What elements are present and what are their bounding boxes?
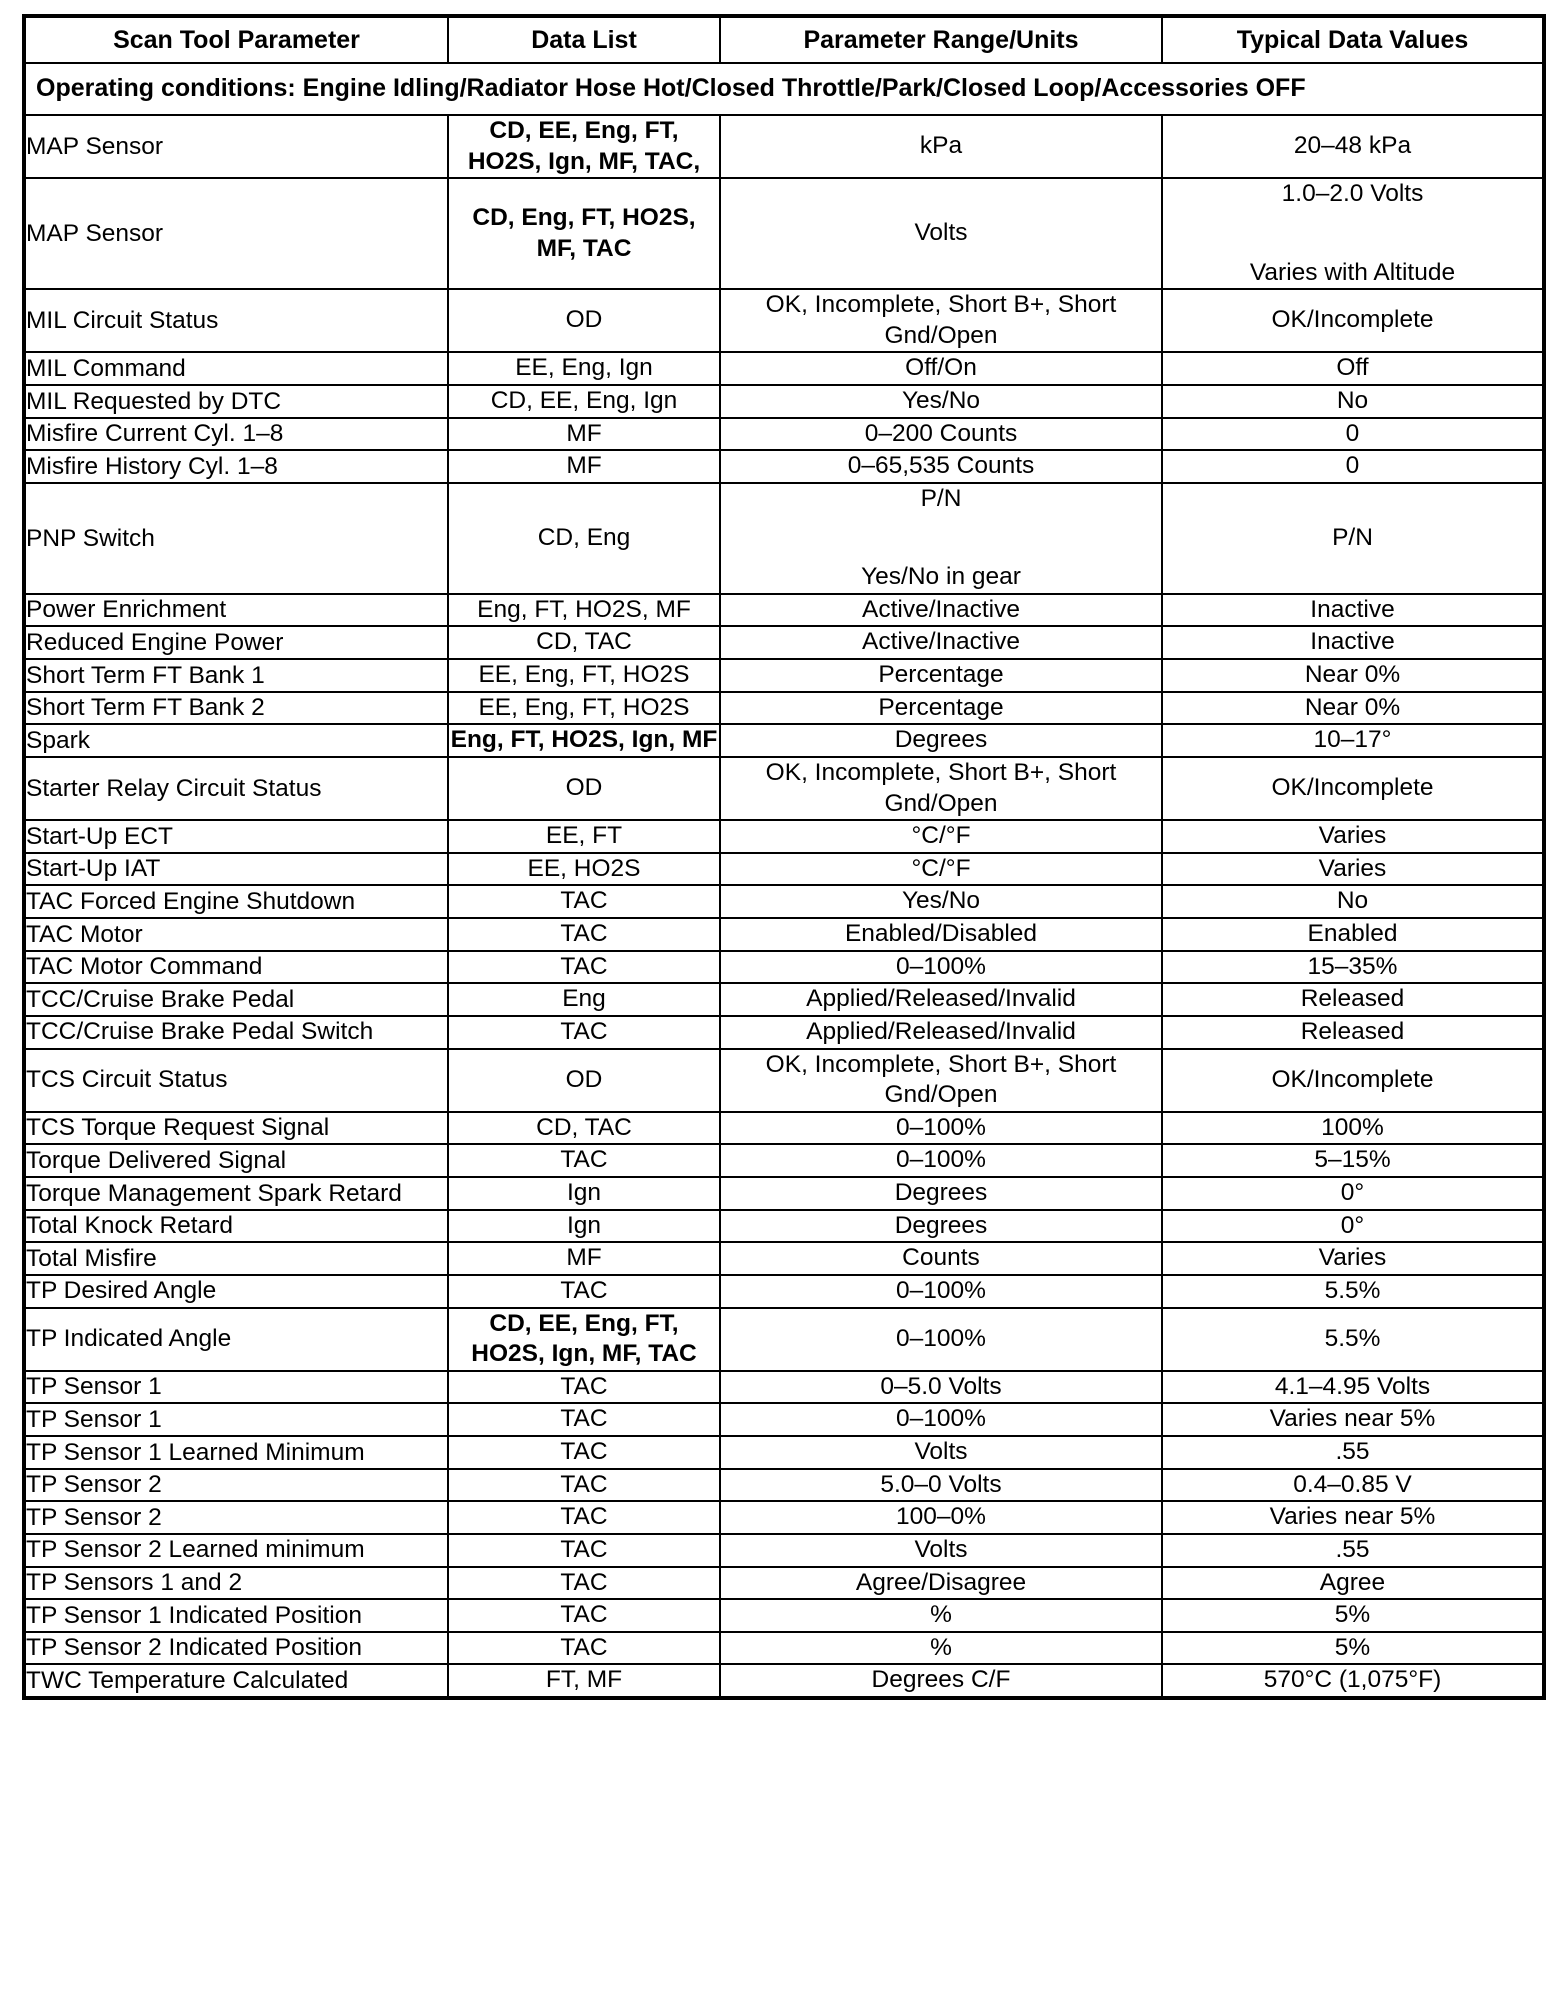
cell-typical-value: 0: [1162, 418, 1544, 451]
cell-parameter: TCS Circuit Status: [24, 1049, 448, 1112]
cell-data-list: TAC: [448, 1599, 720, 1632]
cell-parameter: TCC/Cruise Brake Pedal Switch: [24, 1016, 448, 1049]
cell-typical-value: Off: [1162, 352, 1544, 385]
cell-data-list: EE, Eng, FT, HO2S: [448, 659, 720, 692]
cell-data-list: EE, Eng, Ign: [448, 352, 720, 385]
cell-data-list: TAC: [448, 918, 720, 951]
cell-data-list: TAC: [448, 1371, 720, 1404]
column-header-parameter-range-units: Parameter Range/Units: [720, 16, 1162, 63]
table-row: [24, 1501, 1544, 1534]
cell-range-units: Volts: [720, 1534, 1162, 1567]
table-row: [24, 1049, 1544, 1112]
cell-range-units: %: [720, 1599, 1162, 1632]
cell-parameter: MIL Command: [24, 352, 448, 385]
cell-parameter: TP Sensor 2 Indicated Position: [24, 1632, 448, 1665]
cell-typical-value: Agree: [1162, 1567, 1544, 1600]
cell-data-list: TAC: [448, 1469, 720, 1502]
table-row: [24, 352, 1544, 385]
cell-data-list: TAC: [448, 1501, 720, 1534]
table-row: [24, 1567, 1544, 1600]
cell-range-units: Yes/No: [720, 385, 1162, 418]
cell-typical-value: OK/Incomplete: [1162, 289, 1544, 352]
cell-typical-value: Varies: [1162, 853, 1544, 886]
cell-data-list: EE, FT: [448, 820, 720, 853]
cell-typical-value: 100%: [1162, 1112, 1544, 1145]
table-row: [24, 1112, 1544, 1145]
table-row: [24, 483, 1544, 594]
cell-typical-value: Inactive: [1162, 626, 1544, 659]
table-row: [24, 289, 1544, 352]
table-row: [24, 1242, 1544, 1275]
cell-typical-value: Released: [1162, 1016, 1544, 1049]
cell-range-units: 100–0%: [720, 1501, 1162, 1534]
cell-range-units: 0–100%: [720, 1308, 1162, 1371]
cell-range-units: 0–100%: [720, 1403, 1162, 1436]
cell-typical-value: 4.1–4.95 Volts: [1162, 1371, 1544, 1404]
cell-typical-value: Released: [1162, 983, 1544, 1016]
cell-data-list: CD, Eng: [448, 483, 720, 594]
cell-typical-value: P/N: [1162, 483, 1544, 594]
table-row: [24, 1599, 1544, 1632]
cell-parameter: TP Indicated Angle: [24, 1308, 448, 1371]
cell-range-units: Applied/Released/Invalid: [720, 983, 1162, 1016]
cell-parameter: MIL Circuit Status: [24, 289, 448, 352]
cell-data-list: TAC: [448, 1567, 720, 1600]
cell-parameter: Power Enrichment: [24, 594, 448, 627]
cell-typical-value: Varies: [1162, 820, 1544, 853]
cell-data-list: EE, HO2S: [448, 853, 720, 886]
cell-typical-value: Inactive: [1162, 594, 1544, 627]
cell-parameter: TAC Motor: [24, 918, 448, 951]
cell-parameter: MAP Sensor: [24, 178, 448, 289]
cell-typical-value: Near 0%: [1162, 692, 1544, 725]
cell-data-list: CD, EE, Eng, Ign: [448, 385, 720, 418]
cell-parameter: TP Sensors 1 and 2: [24, 1567, 448, 1600]
cell-parameter: Starter Relay Circuit Status: [24, 757, 448, 820]
cell-range-units: °C/°F: [720, 853, 1162, 886]
cell-typical-value: 5.5%: [1162, 1308, 1544, 1371]
cell-typical-value: 1.0–2.0 Volts Varies with Altitude: [1162, 178, 1544, 289]
table-row: [24, 951, 1544, 984]
cell-parameter: Reduced Engine Power: [24, 626, 448, 659]
cell-parameter: Start-Up IAT: [24, 853, 448, 886]
cell-data-list: TAC: [448, 1632, 720, 1665]
cell-range-units: Degrees: [720, 724, 1162, 757]
cell-parameter: Spark: [24, 724, 448, 757]
cell-data-list: FT, MF: [448, 1664, 720, 1698]
table-row: [24, 1436, 1544, 1469]
table-row: [24, 1534, 1544, 1567]
cell-data-list: TAC: [448, 951, 720, 984]
table-row: [24, 1371, 1544, 1404]
cell-parameter: MIL Requested by DTC: [24, 385, 448, 418]
cell-data-list: EE, Eng, FT, HO2S: [448, 692, 720, 725]
table-header: [24, 16, 1544, 115]
cell-parameter: Torque Management Spark Retard: [24, 1177, 448, 1210]
header-row: [24, 16, 1544, 63]
table-row: [24, 820, 1544, 853]
cell-data-list: CD, EE, Eng, FT, HO2S, Ign, MF, TAC: [448, 1308, 720, 1371]
table-row: [24, 918, 1544, 951]
cell-range-units: OK, Incomplete, Short B+, Short Gnd/Open: [720, 289, 1162, 352]
cell-parameter: TP Sensor 2: [24, 1501, 448, 1534]
table-row: [24, 1632, 1544, 1665]
cell-parameter: Short Term FT Bank 2: [24, 692, 448, 725]
cell-data-list: TAC: [448, 1436, 720, 1469]
cell-data-list: TAC: [448, 1534, 720, 1567]
cell-data-list: TAC: [448, 885, 720, 918]
cell-data-list: Ign: [448, 1177, 720, 1210]
cell-range-units: Active/Inactive: [720, 594, 1162, 627]
column-header-typical-data-values: Typical Data Values: [1162, 16, 1544, 63]
cell-data-list: OD: [448, 757, 720, 820]
table-row: [24, 594, 1544, 627]
operating-conditions-row: [24, 63, 1544, 115]
cell-typical-value: 0°: [1162, 1177, 1544, 1210]
cell-range-units: Volts: [720, 178, 1162, 289]
cell-typical-value: Near 0%: [1162, 659, 1544, 692]
cell-range-units: Degrees: [720, 1210, 1162, 1243]
cell-parameter: Total Misfire: [24, 1242, 448, 1275]
cell-parameter: TP Sensor 2 Learned minimum: [24, 1534, 448, 1567]
cell-typical-value: OK/Incomplete: [1162, 1049, 1544, 1112]
cell-typical-value: .55: [1162, 1534, 1544, 1567]
cell-parameter: Start-Up ECT: [24, 820, 448, 853]
table-row: [24, 1664, 1544, 1698]
table-row: [24, 853, 1544, 886]
cell-parameter: TP Sensor 1 Learned Minimum: [24, 1436, 448, 1469]
cell-parameter: TP Sensor 2: [24, 1469, 448, 1502]
cell-range-units: Counts: [720, 1242, 1162, 1275]
cell-typical-value: 15–35%: [1162, 951, 1544, 984]
cell-range-units: 0–65,535 Counts: [720, 450, 1162, 483]
cell-parameter: TCC/Cruise Brake Pedal: [24, 983, 448, 1016]
table-body: [24, 115, 1544, 1698]
column-header-scan-tool-parameter: Scan Tool Parameter: [24, 16, 448, 63]
cell-range-units: %: [720, 1632, 1162, 1665]
cell-range-units: 0–100%: [720, 1112, 1162, 1145]
cell-typical-value: Varies near 5%: [1162, 1403, 1544, 1436]
cell-typical-value: Enabled: [1162, 918, 1544, 951]
cell-parameter: Total Knock Retard: [24, 1210, 448, 1243]
table-row: [24, 450, 1544, 483]
cell-range-units: Active/Inactive: [720, 626, 1162, 659]
cell-parameter: Misfire History Cyl. 1–8: [24, 450, 448, 483]
cell-range-units: 0–200 Counts: [720, 418, 1162, 451]
table-row: [24, 1210, 1544, 1243]
cell-range-units: Enabled/Disabled: [720, 918, 1162, 951]
cell-data-list: Eng, FT, HO2S, Ign, MF: [448, 724, 720, 757]
cell-parameter: MAP Sensor: [24, 115, 448, 178]
cell-range-units: Degrees C/F: [720, 1664, 1162, 1698]
cell-parameter: TCS Torque Request Signal: [24, 1112, 448, 1145]
cell-data-list: OD: [448, 1049, 720, 1112]
table-row: [24, 418, 1544, 451]
cell-data-list: TAC: [448, 1275, 720, 1308]
cell-data-list: MF: [448, 1242, 720, 1275]
table-row: [24, 1403, 1544, 1436]
cell-typical-value: 0.4–0.85 V: [1162, 1469, 1544, 1502]
table-row: [24, 626, 1544, 659]
cell-parameter: TP Sensor 1 Indicated Position: [24, 1599, 448, 1632]
cell-range-units: 0–100%: [720, 1275, 1162, 1308]
cell-typical-value: Varies: [1162, 1242, 1544, 1275]
cell-data-list: Eng: [448, 983, 720, 1016]
cell-typical-value: No: [1162, 385, 1544, 418]
table-row: [24, 385, 1544, 418]
cell-data-list: CD, EE, Eng, FT, HO2S, Ign, MF, TAC,: [448, 115, 720, 178]
cell-parameter: TP Sensor 1: [24, 1371, 448, 1404]
table-row: [24, 1275, 1544, 1308]
cell-range-units: Volts: [720, 1436, 1162, 1469]
cell-data-list: CD, TAC: [448, 1112, 720, 1145]
cell-range-units: Yes/No: [720, 885, 1162, 918]
cell-typical-value: OK/Incomplete: [1162, 757, 1544, 820]
cell-data-list: Eng, FT, HO2S, MF: [448, 594, 720, 627]
cell-range-units: Percentage: [720, 659, 1162, 692]
scan-tool-parameter-table: [22, 14, 1546, 1700]
cell-range-units: kPa: [720, 115, 1162, 178]
cell-range-units: 0–5.0 Volts: [720, 1371, 1162, 1404]
cell-data-list: OD: [448, 289, 720, 352]
cell-range-units: Applied/Released/Invalid: [720, 1016, 1162, 1049]
table-row: [24, 1469, 1544, 1502]
cell-typical-value: 20–48 kPa: [1162, 115, 1544, 178]
table-row: [24, 885, 1544, 918]
cell-typical-value: 5.5%: [1162, 1275, 1544, 1308]
cell-range-units: Degrees: [720, 1177, 1162, 1210]
table-row: [24, 983, 1544, 1016]
table-row: [24, 1144, 1544, 1177]
cell-range-units: °C/°F: [720, 820, 1162, 853]
cell-range-units: 0–100%: [720, 1144, 1162, 1177]
table-row: [24, 692, 1544, 725]
cell-range-units: 5.0–0 Volts: [720, 1469, 1162, 1502]
cell-typical-value: 10–17°: [1162, 724, 1544, 757]
cell-range-units: Off/On: [720, 352, 1162, 385]
table-row: [24, 178, 1544, 289]
cell-data-list: TAC: [448, 1016, 720, 1049]
cell-parameter: PNP Switch: [24, 483, 448, 594]
cell-typical-value: 5%: [1162, 1599, 1544, 1632]
cell-typical-value: .55: [1162, 1436, 1544, 1469]
cell-data-list: CD, TAC: [448, 626, 720, 659]
operating-conditions-note: Operating conditions: Engine Idling/Radiator Hose Hot/Closed Throttle/Park/Closed Loop/Accessories OFF: [24, 63, 1544, 115]
cell-range-units: P/N Yes/No in gear: [720, 483, 1162, 594]
cell-typical-value: 0°: [1162, 1210, 1544, 1243]
cell-data-list: MF: [448, 450, 720, 483]
cell-range-units: Agree/Disagree: [720, 1567, 1162, 1600]
table-row: [24, 659, 1544, 692]
cell-data-list: TAC: [448, 1403, 720, 1436]
cell-parameter: TP Desired Angle: [24, 1275, 448, 1308]
table-row: [24, 757, 1544, 820]
cell-typical-value: 5–15%: [1162, 1144, 1544, 1177]
cell-parameter: TWC Temperature Calculated: [24, 1664, 448, 1698]
cell-parameter: TP Sensor 1: [24, 1403, 448, 1436]
cell-typical-value: No: [1162, 885, 1544, 918]
cell-data-list: MF: [448, 418, 720, 451]
cell-range-units: OK, Incomplete, Short B+, Short Gnd/Open: [720, 757, 1162, 820]
cell-data-list: TAC: [448, 1144, 720, 1177]
cell-range-units: OK, Incomplete, Short B+, Short Gnd/Open: [720, 1049, 1162, 1112]
cell-parameter: TAC Forced Engine Shutdown: [24, 885, 448, 918]
cell-parameter: TAC Motor Command: [24, 951, 448, 984]
cell-typical-value: 5%: [1162, 1632, 1544, 1665]
cell-data-list: Ign: [448, 1210, 720, 1243]
cell-range-units: Percentage: [720, 692, 1162, 725]
cell-data-list: CD, Eng, FT, HO2S, MF, TAC: [448, 178, 720, 289]
cell-parameter: Torque Delivered Signal: [24, 1144, 448, 1177]
cell-range-units: 0–100%: [720, 951, 1162, 984]
cell-typical-value: 0: [1162, 450, 1544, 483]
table-row: [24, 724, 1544, 757]
column-header-data-list: Data List: [448, 16, 720, 63]
cell-parameter: Short Term FT Bank 1: [24, 659, 448, 692]
cell-typical-value: Varies near 5%: [1162, 1501, 1544, 1534]
table-row: [24, 1016, 1544, 1049]
cell-parameter: Misfire Current Cyl. 1–8: [24, 418, 448, 451]
table-row: [24, 115, 1544, 178]
table-row: [24, 1308, 1544, 1371]
table-row: [24, 1177, 1544, 1210]
cell-typical-value: 570°C (1,075°F): [1162, 1664, 1544, 1698]
